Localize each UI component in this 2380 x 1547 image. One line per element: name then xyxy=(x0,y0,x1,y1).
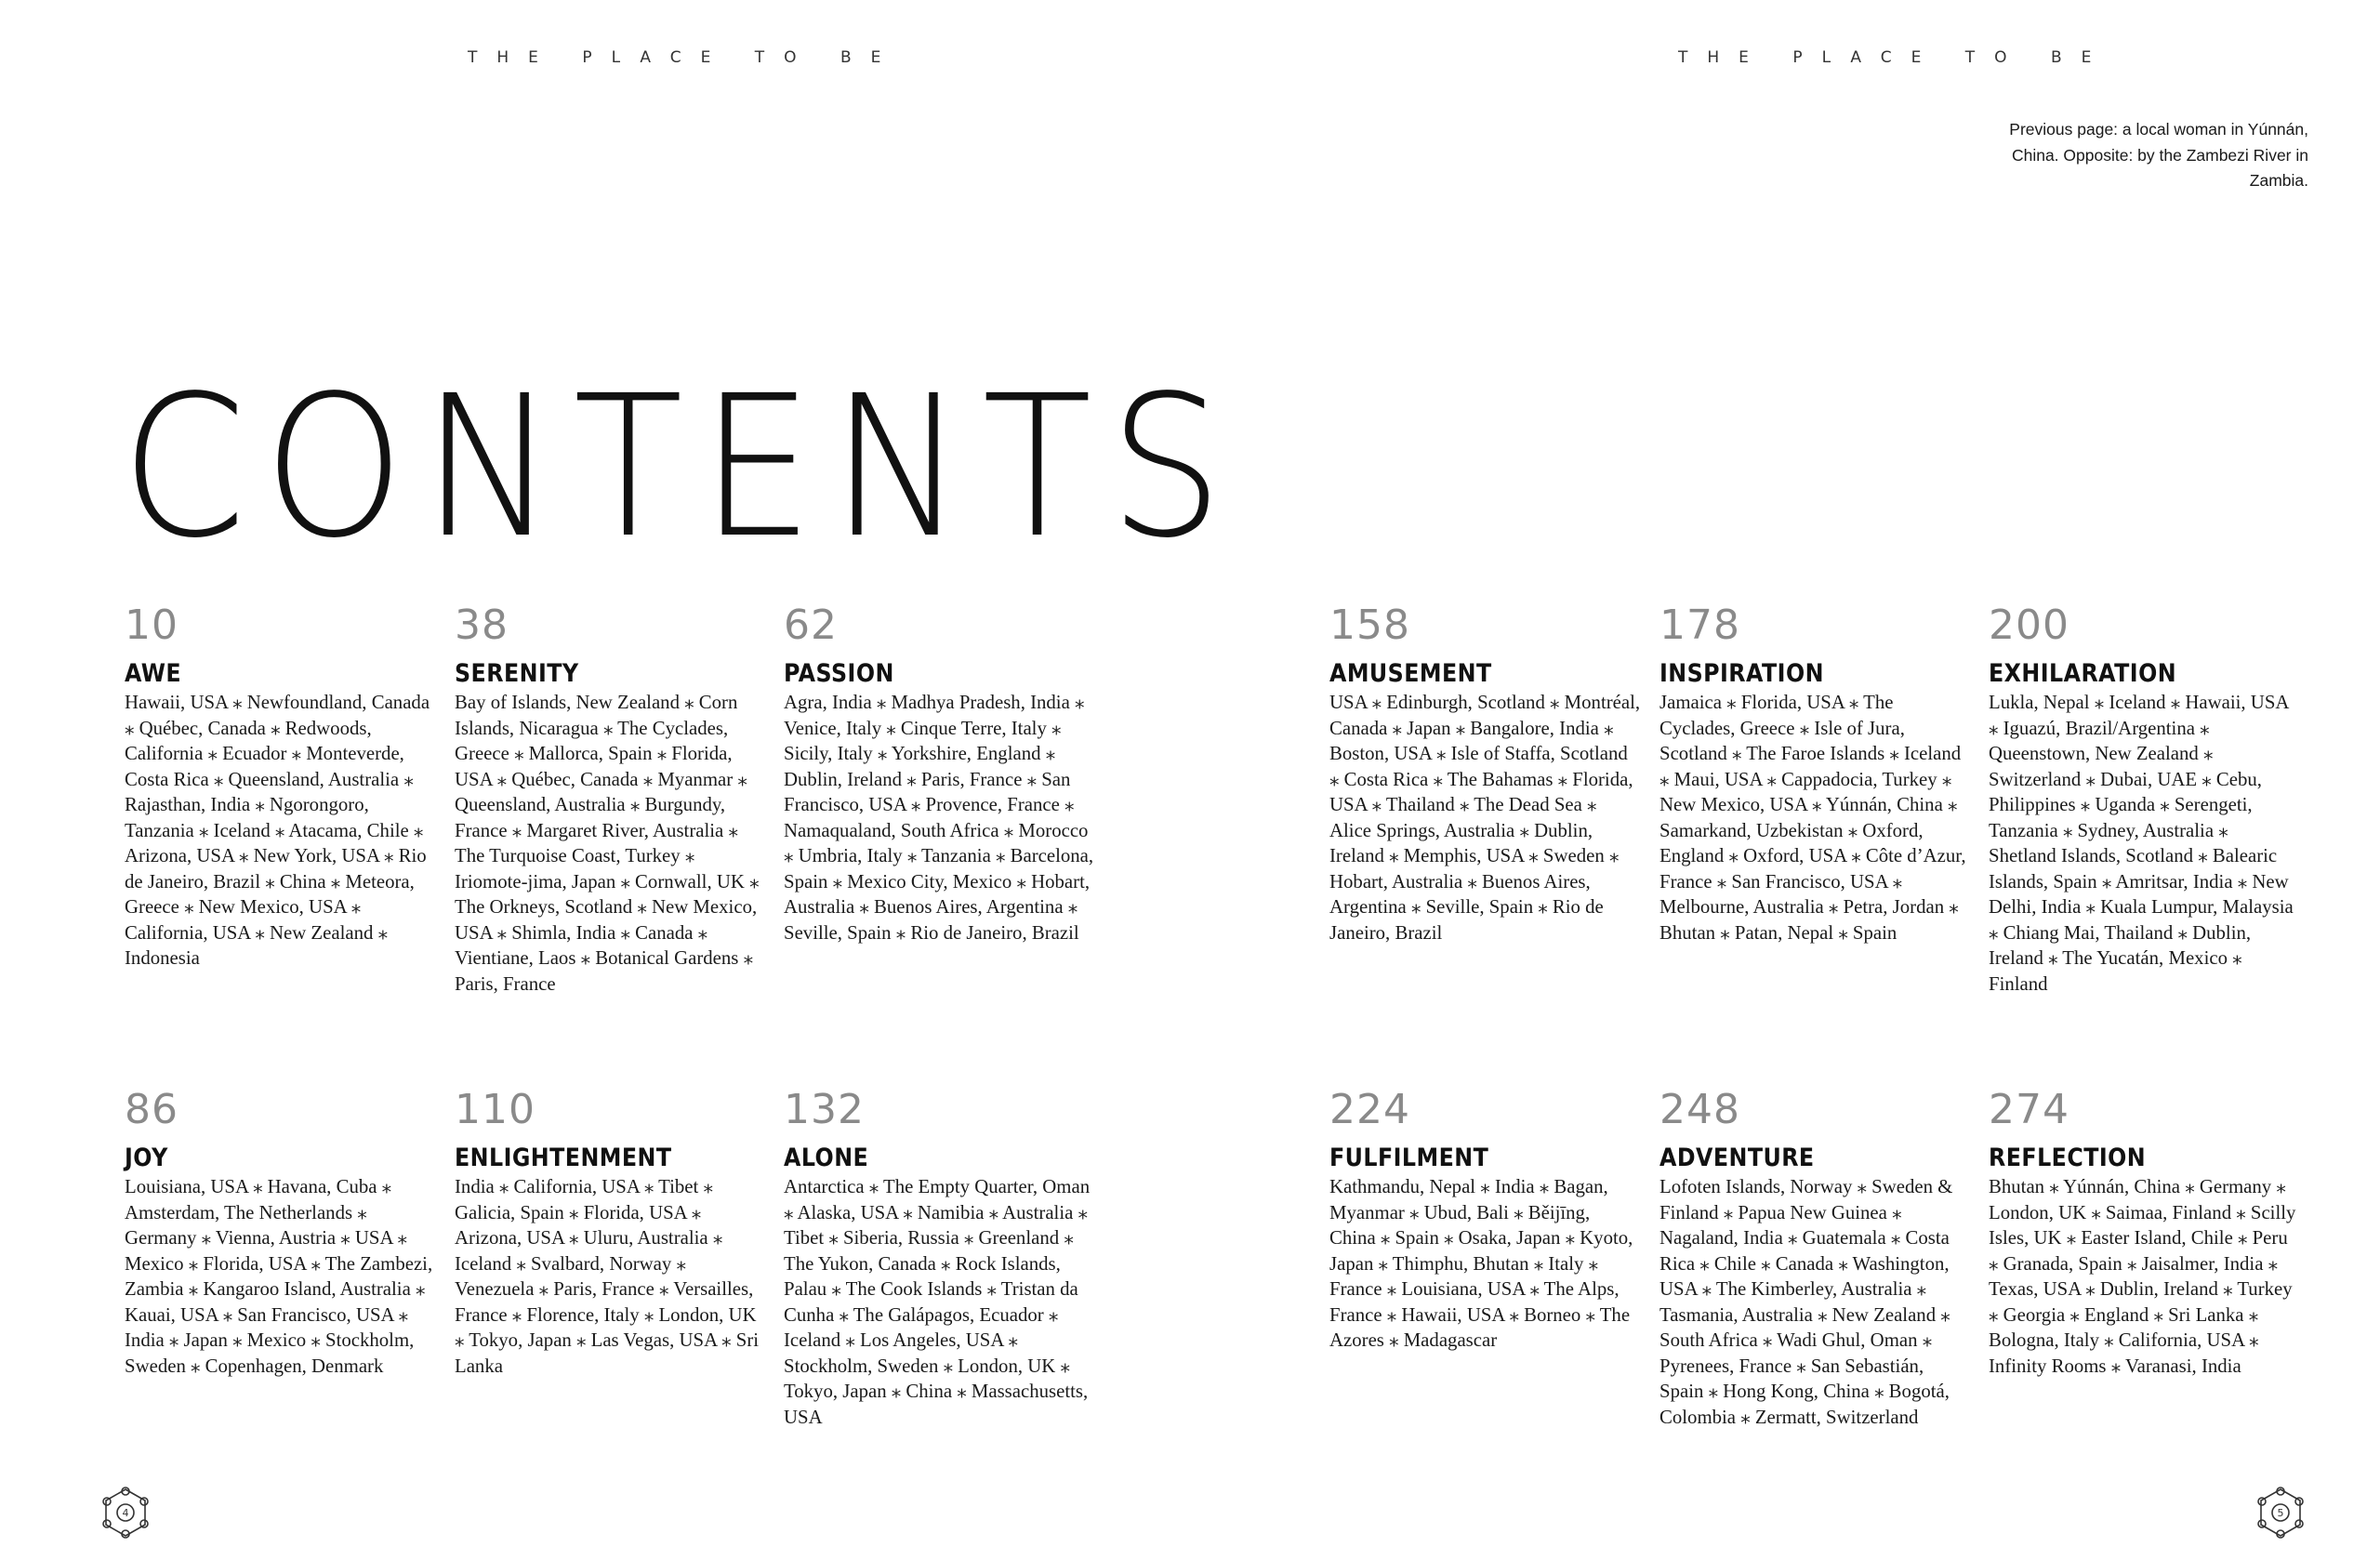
section-fulfilment xyxy=(1329,1087,1641,1354)
section-passion xyxy=(784,602,1095,945)
section-page-number: 200 xyxy=(1989,602,2069,649)
section-adventure xyxy=(1659,1087,1971,1430)
section-title: INSPIRATION xyxy=(1659,659,1824,688)
section-places: Kathmandu, Nepal ⁎ India ⁎ Bagan, Myanmar ⁎ Ubud, Bali ⁎ Běijīng, China ⁎ Spain ⁎ Osaka, Japan ⁎ Kyoto, Japan ⁎ Thimphu, Bhutan ⁎ Italy ⁎ France ⁎ Louisiana, USA ⁎ The Alps, France ⁎ Hawaii, USA ⁎ Borneo ⁎ The Azores ⁎ Madagascar xyxy=(1329,1176,1633,1351)
section-page-number: 132 xyxy=(784,1086,865,1133)
section-page-number: 158 xyxy=(1329,602,1410,649)
section-page-number: 178 xyxy=(1659,602,1740,649)
section-title: ALONE xyxy=(784,1144,869,1172)
section-page-number: 86 xyxy=(125,1086,178,1133)
section-places: Agra, India ⁎ Madhya Pradesh, India ⁎ Venice, Italy ⁎ Cinque Terre, Italy ⁎ Sicily, Italy ⁎ Yorkshire, England ⁎ Dublin, Ireland ⁎ Paris, France ⁎ San Francisco, USA ⁎ Provence, France ⁎ Namaqualand, South Africa ⁎ Morocco ⁎ Umbria, Italy ⁎ Tanzania ⁎ Barcelona, Spain ⁎ Mexico City, Mexico ⁎ Hobart, Australia ⁎ Buenos Aires, Argentina ⁎ Seville, Spain ⁎ Rio de Janeiro, Brazil xyxy=(784,692,1094,944)
contents-title: CONTENTS xyxy=(121,353,1240,581)
section-title: ADVENTURE xyxy=(1659,1144,1815,1172)
section-title: AWE xyxy=(125,659,182,688)
folio-badge-right-icon xyxy=(2254,1486,2307,1540)
section-serenity xyxy=(455,602,766,997)
running-head-right: THE PLACE TO BE xyxy=(1678,48,2111,67)
section-joy xyxy=(125,1087,436,1379)
section-title: AMUSEMENT xyxy=(1329,659,1492,688)
section-page-number: 274 xyxy=(1989,1086,2069,1133)
section-page-number: 224 xyxy=(1329,1086,1410,1133)
section-places: Lofoten Islands, Norway ⁎ Sweden & Finland ⁎ Papua New Guinea ⁎ Nagaland, India ⁎ Guatemala ⁎ Costa Rica ⁎ Chile ⁎ Canada ⁎ Washington, USA ⁎ The Kimberley, Australia ⁎ Tasmania, Australia ⁎ New Zealand ⁎ South Africa ⁎ Wadi Ghul, Oman ⁎ Pyrenees, France ⁎ San Sebastián, Spain ⁎ Hong Kong, China ⁎ Bogotá, Colombia ⁎ Zermatt, Switzerland xyxy=(1659,1176,1953,1428)
section-page-number: 62 xyxy=(784,602,838,649)
section-amusement xyxy=(1329,602,1641,945)
folio-number-right: 5 xyxy=(2277,1507,2284,1519)
running-head-left: THE PLACE TO BE xyxy=(468,48,901,67)
section-places: India ⁎ California, USA ⁎ Tibet ⁎ Galicia, Spain ⁎ Florida, USA ⁎ Arizona, USA ⁎ Uluru, Australia ⁎ Iceland ⁎ Svalbard, Norway ⁎ Venezuela ⁎ Paris, France ⁎ Versailles, France ⁎ Florence, Italy ⁎ London, UK ⁎ Tokyo, Japan ⁎ Las Vegas, USA ⁎ Sri Lanka xyxy=(455,1176,760,1377)
section-places: Bhutan ⁎ Yúnnán, China ⁎ Germany ⁎ London, UK ⁎ Saimaa, Finland ⁎ Scilly Isles, UK ⁎ Easter Island, Chile ⁎ Peru ⁎ Granada, Spain ⁎ Jaisalmer, India ⁎ Texas, USA ⁎ Dublin, Ireland ⁎ Turkey ⁎ Georgia ⁎ England ⁎ Sri Lanka ⁎ Bologna, Italy ⁎ California, USA ⁎ Infinity Rooms ⁎ Varanasi, India xyxy=(1989,1176,2296,1377)
section-exhilaration xyxy=(1989,602,2300,997)
folio-badge-left-icon xyxy=(99,1486,152,1540)
section-places: Hawaii, USA ⁎ Newfoundland, Canada ⁎ Québec, Canada ⁎ Redwoods, California ⁎ Ecuador ⁎ Monteverde, Costa Rica ⁎ Queensland, Australia ⁎ Rajasthan, India ⁎ Ngorongoro, Tanzania ⁎ Iceland ⁎ Atacama, Chile ⁎ Arizona, USA ⁎ New York, USA ⁎ Rio de Janeiro, Brazil ⁎ China ⁎ Meteora, Greece ⁎ New Mexico, USA ⁎ California, USA ⁎ New Zealand ⁎ Indonesia xyxy=(125,692,430,969)
section-page-number: 248 xyxy=(1659,1086,1740,1133)
section-places: Bay of Islands, New Zealand ⁎ Corn Islands, Nicaragua ⁎ The Cyclades, Greece ⁎ Mallorca, Spain ⁎ Florida, USA ⁎ Québec, Canada ⁎ Myanmar ⁎ Queensland, Australia ⁎ Burgundy, France ⁎ Margaret River, Australia ⁎ The Turquoise Coast, Turkey ⁎ Iriomote-jima, Japan ⁎ Cornwall, UK ⁎ The Orkneys, Scotland ⁎ New Mexico, USA ⁎ Shimla, India ⁎ Canada ⁎ Vientiane, Laos ⁎ Botanical Gardens ⁎ Paris, France xyxy=(455,692,760,995)
section-title: FULFILMENT xyxy=(1329,1144,1489,1172)
section-page-number: 38 xyxy=(455,602,509,649)
section-title: EXHILARATION xyxy=(1989,659,2177,688)
section-inspiration xyxy=(1659,602,1971,945)
section-places: Jamaica ⁎ Florida, USA ⁎ The Cyclades, Greece ⁎ Isle of Jura, Scotland ⁎ The Faroe Islands ⁎ Iceland ⁎ Maui, USA ⁎ Cappadocia, Turkey ⁎ New Mexico, USA ⁎ Yúnnán, China ⁎ Samarkand, Uzbekistan ⁎ Oxford, England ⁎ Oxford, USA ⁎ Côte d’Azur, France ⁎ San Francisco, USA ⁎ Melbourne, Australia ⁎ Petra, Jordan ⁎ Bhutan ⁎ Patan, Nepal ⁎ Spain xyxy=(1659,692,1966,944)
section-places: Lukla, Nepal ⁎ Iceland ⁎ Hawaii, USA ⁎ Iguazú, Brazil/Argentina ⁎ Queenstown, New Zealand ⁎ Switzerland ⁎ Dubai, UAE ⁎ Cebu, Philippines ⁎ Uganda ⁎ Serengeti, Tanzania ⁎ Sydney, Australia ⁎ Shetland Islands, Scotland ⁎ Balearic Islands, Spain ⁎ Amritsar, India ⁎ New Delhi, India ⁎ Kuala Lumpur, Malaysia ⁎ Chiang Mai, Thailand ⁎ Dublin, Ireland ⁎ The Yucatán, Mexico ⁎ Finland xyxy=(1989,692,2294,995)
section-title: SERENITY xyxy=(455,659,579,688)
section-enlightenment xyxy=(455,1087,766,1379)
section-title: ENLIGHTENMENT xyxy=(455,1144,672,1172)
section-title: REFLECTION xyxy=(1989,1144,2147,1172)
section-places: USA ⁎ Edinburgh, Scotland ⁎ Montréal, Canada ⁎ Japan ⁎ Bangalore, India ⁎ Boston, USA ⁎ Isle of Staffa, Scotland ⁎ Costa Rica ⁎ The Bahamas ⁎ Florida, USA ⁎ Thailand ⁎ The Dead Sea ⁎ Alice Springs, Australia ⁎ Dublin, Ireland ⁎ Memphis, USA ⁎ Sweden ⁎ Hobart, Australia ⁎ Buenos Aires, Argentina ⁎ Seville, Spain ⁎ Rio de Janeiro, Brazil xyxy=(1329,692,1641,944)
folio-number-left: 4 xyxy=(122,1507,129,1519)
section-title: JOY xyxy=(125,1144,168,1172)
section-awe xyxy=(125,602,436,972)
section-reflection xyxy=(1989,1087,2300,1379)
section-places: Louisiana, USA ⁎ Havana, Cuba ⁎ Amsterdam, The Netherlands ⁎ Germany ⁎ Vienna, Austria ⁎ USA ⁎ Mexico ⁎ Florida, USA ⁎ The Zambezi, Zambia ⁎ Kangaroo Island, Australia ⁎ Kauai, USA ⁎ San Francisco, USA ⁎ India ⁎ Japan ⁎ Mexico ⁎ Stockholm, Sweden ⁎ Copenhagen, Denmark xyxy=(125,1176,433,1377)
section-alone xyxy=(784,1087,1095,1430)
section-page-number: 110 xyxy=(455,1086,536,1133)
photo-caption: Previous page: a local woman in Yúnnán, China. Opposite: by the Zambezi River in Zambia. xyxy=(2009,120,2308,190)
section-title: PASSION xyxy=(784,659,894,688)
section-page-number: 10 xyxy=(125,602,178,649)
section-places: Antarctica ⁎ The Empty Quarter, Oman ⁎ Alaska, USA ⁎ Namibia ⁎ Australia ⁎ Tibet ⁎ Siberia, Russia ⁎ Greenland ⁎ The Yukon, Canada ⁎ Rock Islands, Palau ⁎ The Cook Islands ⁎ Tristan da Cunha ⁎ The Galápagos, Ecuador ⁎ Iceland ⁎ Los Angeles, USA ⁎ Stockholm, Sweden ⁎ London, UK ⁎ Tokyo, Japan ⁎ China ⁎ Massachusetts, USA xyxy=(784,1176,1091,1428)
